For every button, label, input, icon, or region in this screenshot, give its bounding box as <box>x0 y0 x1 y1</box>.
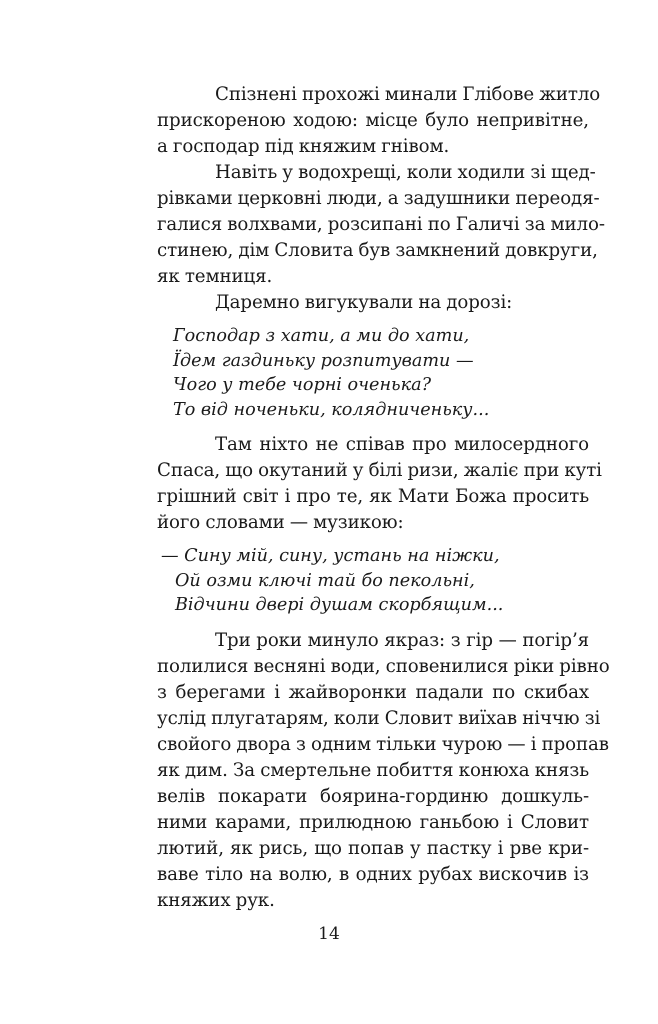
text-line: як дим. За смертельне побиття конюха князь <box>157 759 589 781</box>
paragraph-1 <box>99 82 601 160</box>
paragraph-3 <box>99 290 589 316</box>
text-line: як темниця. <box>157 266 273 287</box>
text-line: його словами — музикою: <box>157 512 404 533</box>
poem-line: Господар з хати, а ми до хати, <box>173 326 470 346</box>
book-page-text <box>99 82 610 914</box>
poem-line: Відчини двері душам скорбящим... <box>175 595 504 615</box>
text-line: Даремно вигукували на дорозі: <box>215 292 513 313</box>
text-line: ними карами, прилюдною ганьбою і Словит <box>157 811 589 833</box>
text-line: прискореною ходою: місце було непривітне, <box>157 110 589 131</box>
text-line: ваве тіло на волю, в одних рубах вискочив із <box>157 863 589 885</box>
paragraph-2 <box>99 160 605 290</box>
poem-line: Їдем газдиньку розпитувати — <box>173 350 474 371</box>
text-line: полилися весняні води, сповенилися ріки рівно <box>157 655 610 677</box>
page-number: 14 <box>318 924 340 944</box>
poem-line: Ой озми ключі тай бо пекольні, <box>175 570 475 591</box>
text-line: стинею, дім Словита був замкнений довкруги, <box>157 240 598 261</box>
poem-line: То від ноченьки, колядниченьку... <box>173 399 490 420</box>
paragraph-4 <box>99 432 602 536</box>
text-line: лютий, як рись, що попав у пастку і рве кри- <box>157 837 589 859</box>
text-line: княжих рук. <box>157 889 275 911</box>
text-line: рівками церковні люди, а задушники переодя- <box>157 188 600 209</box>
poem-line: — Сину мій, сину, устань на ніжки, <box>161 546 500 566</box>
text-line: свойого двора з одним тільки чурою — і пропав <box>157 733 609 755</box>
text-line: з берегами і жайворонки падали по скибах <box>157 681 589 703</box>
text-line: Спізнені прохожі минали Глібове житло <box>215 84 601 105</box>
text-line: грішний світ і про те, як Мати Божа просить <box>157 486 589 507</box>
text-line: Навіть у водохрещі, коли ходили зі щед- <box>215 162 596 183</box>
text-line: Три роки минуло якраз: з гір — погір’я <box>215 629 589 651</box>
text-line: а господар під княжим гнівом. <box>157 136 450 157</box>
poem-carol <box>99 324 589 422</box>
text-line: Там ніхто не співав про милосердного <box>215 434 589 455</box>
paragraph-5 <box>99 628 610 914</box>
poem-prayer <box>99 544 589 618</box>
text-line: галися волхвами, розсипані по Галичі за мило- <box>157 214 605 235</box>
text-line: велів покарати боярина-гординю дошкуль- <box>157 785 589 807</box>
text-line: услід плугатарям, коли Словит виїхав ніччю зі <box>157 707 601 729</box>
text-line: Спаса, що окутаний у білі ризи, жаліє при куті <box>157 460 602 481</box>
poem-line: Чого у тебе чорні оченька? <box>173 375 432 395</box>
